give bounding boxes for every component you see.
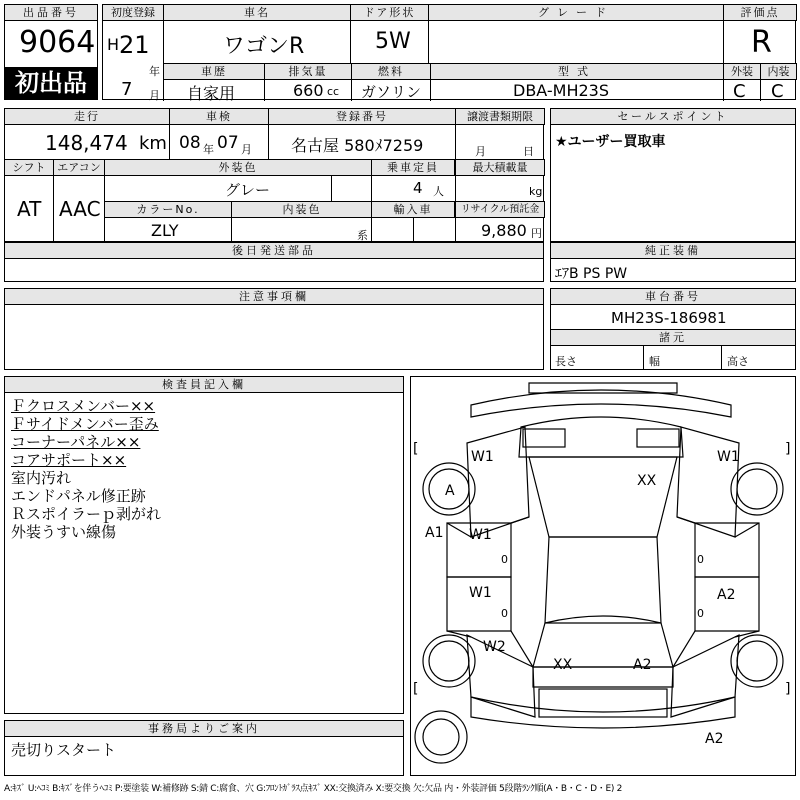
divider [331,175,332,201]
color-label: 外装色 [104,159,372,176]
mark-a2-rear-door: A2 [717,587,736,603]
legend: A:ｷｽﾞ U:ﾍｺﾐ B:ｷｽﾞを伴うﾍｺﾐ P:要塗装 W:補修跡 S:錆 C:腐食、穴 G:ﾌﾛﾝﾄｶﾞﾗｽ点ｷｽﾞ XX:交換済み X:要交換 欠:欠品 内・外装評価 5段階ﾗﾝｸ順(A・B・C・D・E) 2 [4,784,623,794]
reg-year: 21 [119,31,150,59]
mark-a1-side: A1 [425,525,444,541]
transfer-month-unit: 月 [475,145,486,158]
equipment-label: 純正装備 [551,243,795,259]
spare-wheel [423,719,459,755]
mark-zero: 0 [697,553,704,566]
mark-w1-front-door: W1 [469,527,492,543]
inspect-month-unit: 月 [241,143,252,156]
color: グレー [225,181,271,199]
divider [428,21,429,63]
rear-outline [671,635,739,717]
sales-label: セールスポイント [551,109,795,125]
inspector-item: Ｆサイドメンバー歪み [11,415,159,433]
wheel-rr [737,641,777,681]
divider [351,63,352,101]
recycle-label: リサイクル預託金 [455,201,545,218]
bracket-right: ] [785,681,791,697]
divider [760,63,761,101]
fuel-label: 燃料 [351,63,431,80]
intcolor-unit: 系 [357,229,368,242]
lot-box [4,4,98,100]
roof-outline [545,537,661,623]
width-label: 幅 [649,355,660,368]
transfer-label: 譲渡書類期限 [455,108,545,125]
equipment-box [550,242,796,282]
mark-zero: 0 [501,607,508,620]
side-left [447,523,471,637]
capacity: 4 [413,179,423,197]
door-label: ドア形状 [350,4,429,21]
intcolor-label: 内装色 [231,201,373,218]
chassis-number: MH23S-186981 [611,309,727,327]
inspector-item: Ｒスポイラーｐ剥がれ [11,505,162,523]
ext: C [733,81,746,102]
height-label: 高さ [727,355,749,368]
history-label: 車歴 [163,63,265,80]
grade-label: グレード [428,4,724,21]
inspect-year-unit: 年 [203,143,214,156]
later-parts-box [4,242,544,282]
carname-label: 車名 [163,4,351,21]
regno-label: 登録番号 [268,108,456,125]
inspector-item: 室内汚れ [11,469,72,487]
colorno: ZLY [151,221,179,240]
model-label: 型式 [430,63,724,80]
office-label: 事務局よりご案内 [5,721,403,737]
reg-month: 7 [121,79,133,100]
inspect-label: 車検 [169,108,269,125]
mark-a2-bottom: A2 [705,731,724,747]
dims-label: 諸元 [551,330,795,346]
history: 自家用 [187,84,236,103]
disp: 660 [293,81,324,100]
int: C [771,81,784,102]
front-bumper-outline [529,383,677,393]
reg-year-unit: 年 [149,65,160,78]
car-diagram-box [410,376,796,776]
score: R [751,25,772,60]
mark-a-fl: A [445,483,455,499]
inspect-year: 08 [179,133,201,153]
inspector-label: 検査員記入欄 [5,377,403,393]
mark-xx-hood: XX [637,473,657,489]
hood-outline [519,417,683,457]
load-label: 最大積載量 [455,159,545,176]
rear-bumper-lower [539,689,667,717]
mark-w2-rl: W2 [483,639,506,655]
header-table [102,4,796,103]
recycle-unit: 円 [531,227,542,240]
recycle: 9,880 [481,221,527,240]
notes-label: 注意事項欄 [5,289,543,305]
disp-label: 排気量 [264,63,352,80]
headlight-left [523,429,565,447]
divider [53,159,54,243]
mark-xx-rear: XX [553,657,573,673]
divider [430,63,431,101]
reg-month-unit: 月 [149,89,160,102]
disp-unit: cc [327,85,340,98]
mark-zero: 0 [501,553,508,566]
import-label: 輸入車 [371,201,455,218]
mark-a2-rear: A2 [633,657,652,673]
divider [350,21,351,63]
wheel-fr [737,469,777,509]
fuel: ガソリン [361,83,422,101]
capacity-label: 乗車定員 [371,159,455,176]
shift-label: シフト [4,159,54,176]
equipment-text: ｴｱB PS PW [555,266,628,282]
inspector-item: コーナーパネル×× [11,433,141,451]
car-diagram [411,377,795,775]
mark-w1-rear-door: W1 [469,585,492,601]
divider [264,63,265,101]
front-bumper-outline [471,390,731,417]
headlight-right [637,429,679,447]
door: 5W [375,29,411,54]
divider [455,109,456,159]
reg-era: H [107,35,120,54]
inspector-item: コアサポート×× [11,451,127,469]
mileage-unit: km [139,133,167,154]
chassis-label: 車台番号 [551,289,795,305]
bracket-left: [ [413,681,419,697]
mileage: 148,474 [45,131,128,155]
rear-bumper [471,697,735,728]
score-label: 評価点 [723,4,797,21]
mark-zero: 0 [697,607,704,620]
transfer-day-unit: 日 [523,145,534,158]
divider [723,5,724,101]
capacity-unit: 人 [433,185,444,198]
inspector-item: Ｆクロスメンバー×× [11,397,156,415]
ac: AAC [59,197,101,221]
carname: ワゴンR [223,34,305,59]
notes-box [4,288,544,370]
divider [231,201,232,243]
colorno-label: カラーNo. [104,201,232,218]
mark-w1-fl: W1 [471,449,494,465]
office-text: 売切りスタート [11,741,117,759]
divider [268,109,269,159]
later-parts-label: 後日発送部品 [5,243,543,259]
ext-label: 外装 [723,63,761,80]
side-right [735,523,759,637]
sales-point-box [550,108,796,242]
door-right-rear [695,577,759,631]
ac-label: エアコン [53,159,105,176]
chassis-box [550,288,796,370]
divider [413,217,414,243]
divider [169,109,170,159]
first-listing-badge: 初出品 [5,67,97,99]
reg-label: 初度登録 [102,4,164,21]
sales-text: ★ユーザー買取車 [555,134,666,150]
model: DBA-MH23S [513,81,610,100]
mark-w1-fr: W1 [717,449,740,465]
lot-number: 9064 [19,25,96,60]
row2-table [4,108,544,242]
bracket-left: [ [413,441,419,457]
wheel-rl [429,641,469,681]
regno: 名古屋 580ﾒ7259 [291,136,424,155]
lot-label: 出品番号 [5,5,97,21]
divider [643,346,644,370]
inspector-item: エンドパネル修正跡 [11,487,146,505]
mileage-label: 走行 [4,108,170,125]
bracket-right: ] [785,441,791,457]
door-right-front [695,523,759,577]
inspector-box [4,376,404,714]
office-box [4,720,404,776]
divider [721,346,722,370]
int-label: 内装 [760,63,797,80]
inspector-list [11,397,161,541]
inspect-month: 07 [217,133,239,153]
inspector-item: 外装うすい線傷 [11,523,117,541]
length-label: 長さ [555,355,577,368]
load-unit: kg [529,185,543,198]
roof-outline [529,457,677,537]
shift: AT [17,197,42,221]
